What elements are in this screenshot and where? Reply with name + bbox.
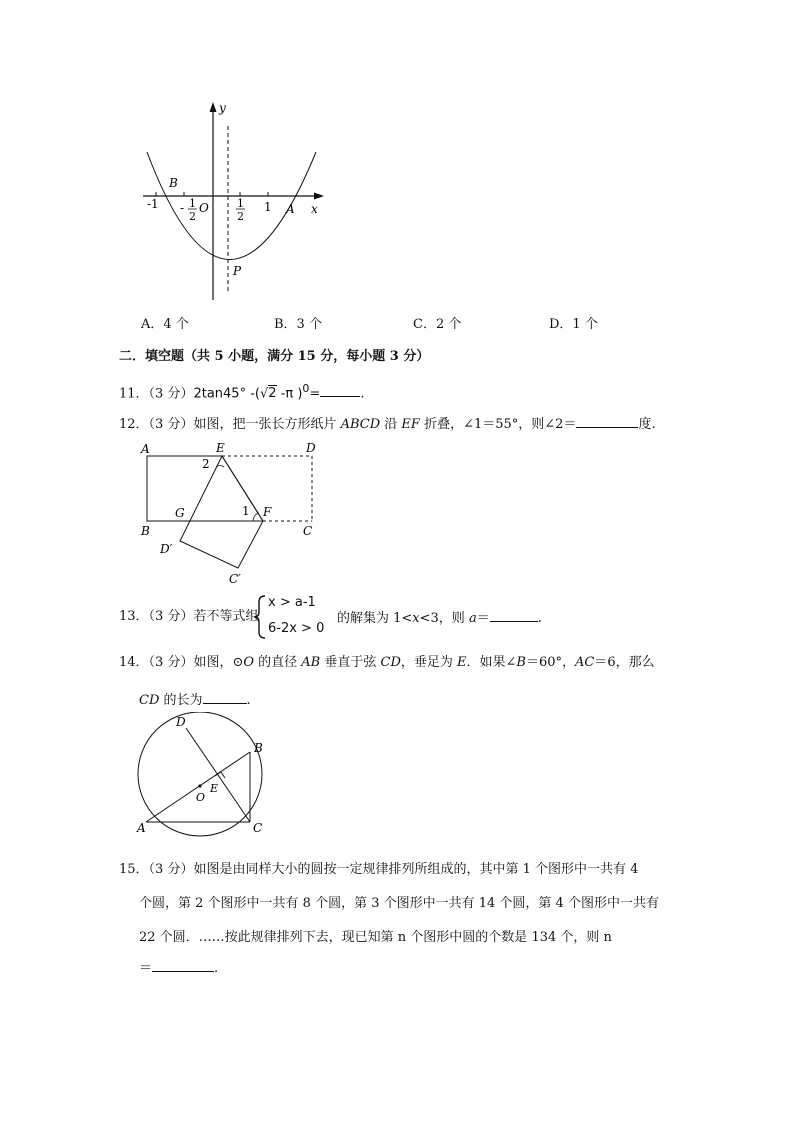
q13-inequality-1: x > a-1 <box>268 595 316 610</box>
q13-x: x <box>412 611 420 626</box>
fig12-label-g: G <box>175 506 185 520</box>
q14-text-b: 的直径 <box>254 655 302 670</box>
q15-equals: ＝ <box>139 961 153 976</box>
fig14-label-b: B <box>254 741 263 755</box>
q14-text-a: 14．（3 分）如图，⊙ <box>119 655 244 670</box>
q14-ab: AB <box>301 655 321 670</box>
origin-label: O <box>199 201 209 215</box>
q14-e: E <box>457 655 467 670</box>
tick-neg-half-num: 1 <box>189 197 196 210</box>
q14-end: . <box>246 693 251 708</box>
q14-text-c: 垂直于弦 <box>320 655 381 670</box>
q12-number: 12．（3 分） <box>119 417 194 432</box>
tick-one: 1 <box>264 200 272 214</box>
x-axis-label: x <box>311 202 318 216</box>
option-b: B．3 个 <box>274 317 322 332</box>
q13-text3: ＝ <box>476 611 490 626</box>
question-15-line2: 个圆，第 2 个图形中一共有 8 个圆，第 3 个图形中一共有 14 个圆，第 4 个图形中一共有 <box>139 896 659 911</box>
q15-answer-blank[interactable] <box>152 958 214 972</box>
tick-neg-half-den: 2 <box>189 210 196 223</box>
q14-o: O <box>243 655 255 670</box>
q14-line2-text: 的长为 <box>159 693 203 708</box>
q11-sqrt-arg: 2 <box>268 386 277 402</box>
option-a: A．4 个 <box>141 317 189 332</box>
question-13-prefix: 13．（3 分）若不等式组 <box>119 609 259 624</box>
q12-text4: 度. <box>638 417 656 432</box>
q13-inequality-2: 6-2x > 0 <box>268 621 325 636</box>
tick-neg-one: -1 <box>147 197 159 211</box>
fig14-label-d: D <box>176 715 186 729</box>
point-p-label: P <box>233 264 242 278</box>
q14-b: B <box>516 655 526 670</box>
fig14-label-c: C <box>253 821 263 835</box>
q11-equals: = <box>309 386 321 402</box>
option-c: C．2 个 <box>413 317 462 332</box>
q11-expr-a: 2tan45° -( <box>193 386 260 402</box>
q14-ac: AC <box>575 655 595 670</box>
q13-text: 的解集为 1< <box>337 611 413 626</box>
tick-half-den: 2 <box>237 210 244 223</box>
q12-answer-blank[interactable] <box>576 414 638 428</box>
q14-text-d: ，垂足为 <box>400 655 458 670</box>
tick-neg-half-minus: - <box>180 201 185 215</box>
q12-ef: EF <box>401 417 420 432</box>
question-15-line3: 22 个圆．……按此规律排列下去，现已知第 n 个图形中圆的个数是 134 个，则 n <box>139 930 612 945</box>
q14-text-e: ．如果∠ <box>466 655 517 670</box>
q13-end: . <box>537 611 542 626</box>
question-15-line1: 15．（3 分）如图是由同样大小的圆按一定规律排列所组成的，其中第 1 个图形中一共有 4 <box>119 862 639 877</box>
q11-expr-b: -π ) <box>276 386 303 402</box>
question-12 <box>119 414 656 434</box>
fig12-angle-1: 1 <box>242 504 250 518</box>
q12-text: 如图，把一张长方形纸片 <box>193 417 341 432</box>
fig12-angle-2: 2 <box>202 457 210 471</box>
section-title: 二．填空题（共 5 小题，满分 15 分，每小题 3 分） <box>119 349 430 364</box>
fig12-label-a: A <box>141 442 150 456</box>
q15-end: . <box>214 961 219 976</box>
tick-half-num: 1 <box>237 197 244 210</box>
fig14-label-a: A <box>137 821 146 835</box>
q12-text3: 折叠，∠1＝55°，则∠2＝ <box>419 417 577 432</box>
fig14-label-o: O <box>196 791 206 804</box>
point-b-label: B <box>169 176 178 190</box>
q12-text2: 沿 <box>380 417 402 432</box>
q14-text-g: ＝6，那么 <box>594 655 655 670</box>
q13-brace <box>253 594 267 640</box>
q13-text2: <3，则 <box>419 611 469 626</box>
fig12-label-d: D <box>306 441 316 455</box>
question-15-line4 <box>139 958 218 978</box>
y-axis-label: y <box>219 101 226 115</box>
q11-answer-blank[interactable] <box>320 383 360 397</box>
fig12-label-e: E <box>216 441 225 455</box>
fig12-label-f: F <box>263 505 272 519</box>
question-13-suffix <box>337 608 542 628</box>
point-a-label: A <box>286 202 295 216</box>
q14-answer-blank[interactable] <box>203 690 247 704</box>
fig12-label-c: C <box>303 524 313 538</box>
q12-abcd: ABCD <box>340 417 381 432</box>
q14-circle-figure <box>130 712 272 840</box>
question-14-line1 <box>119 654 655 672</box>
q12-fold-figure <box>138 438 328 590</box>
option-d: D．1 个 <box>549 317 598 332</box>
question-11: 11．（3 分）2tan45° -(√2 -π )$^0$= . <box>119 382 365 402</box>
fig12-label-d-prime: D′ <box>160 542 173 556</box>
q14-text-f: ＝60°， <box>525 655 576 670</box>
q11-exponent: 0 <box>302 382 310 395</box>
question-14-line2 <box>139 690 251 710</box>
q13-answer-blank[interactable] <box>490 608 538 622</box>
fig14-label-e: E <box>210 782 219 795</box>
q13-a: a <box>468 611 477 626</box>
parabola-graph <box>130 95 340 310</box>
q11-number: 11．（3 分） <box>119 386 194 402</box>
q14-cd: CD <box>380 655 401 670</box>
fig12-label-b: B <box>141 524 150 538</box>
q11-sqrt-symbol: √ <box>259 386 269 402</box>
q14-line2-cd: CD <box>139 693 160 708</box>
fig12-label-c-prime: C′ <box>229 572 241 586</box>
